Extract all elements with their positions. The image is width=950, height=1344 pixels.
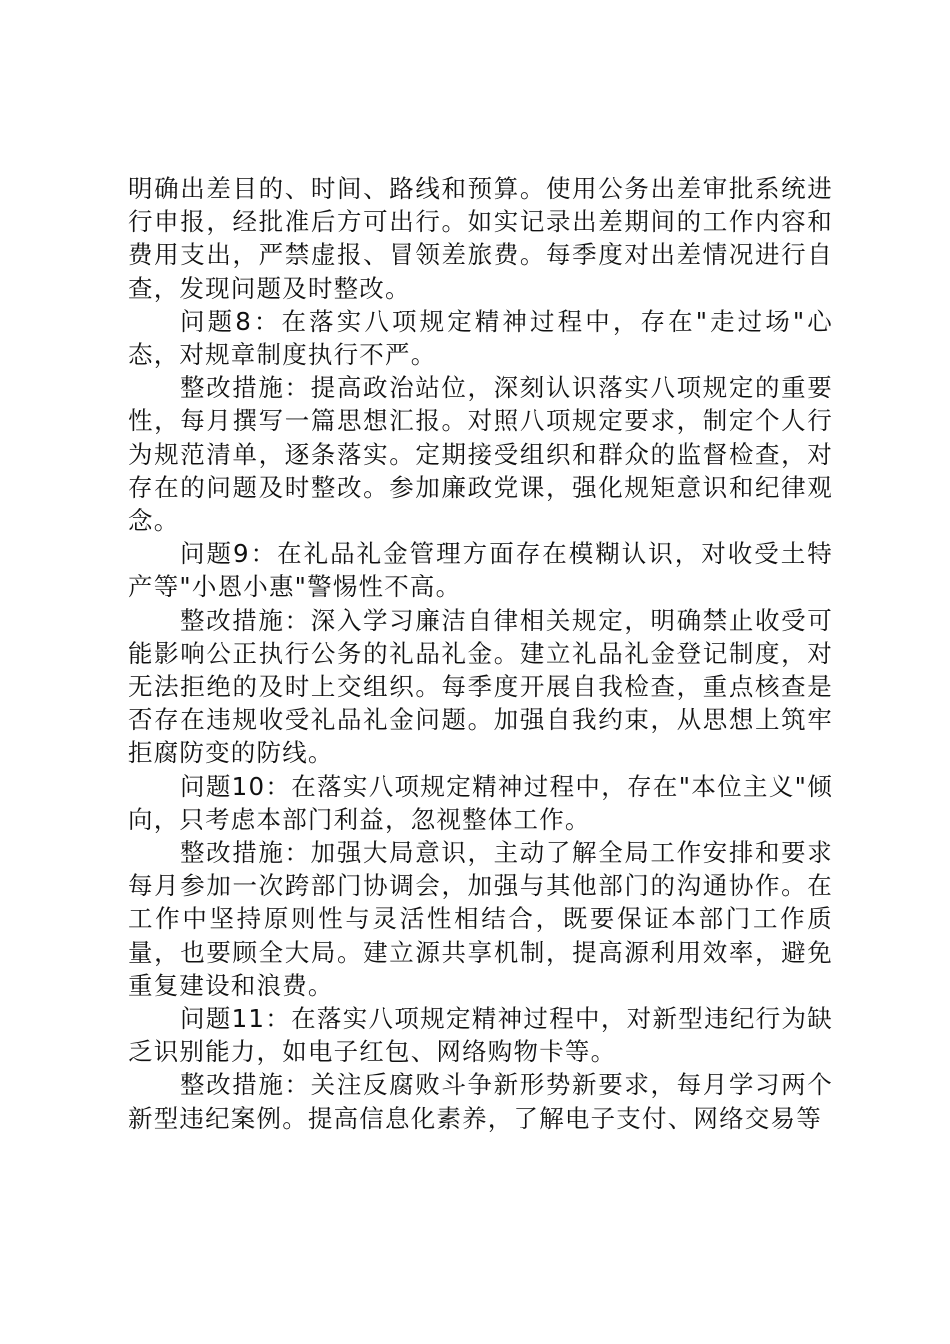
issue-9: [128, 537, 833, 603]
measure-9: [128, 604, 833, 770]
issue-label: 问题10：: [180, 771, 292, 801]
issue-label: 问题9：: [180, 539, 278, 569]
measure-8: [128, 371, 833, 537]
issue-text: 在落实八项规定精神过程中，存在"本位主义"倾向，只考虑本部门利益，忽视整体工作。: [128, 771, 833, 834]
issue-label: 问题8：: [180, 306, 282, 336]
paragraph-continued: [128, 172, 833, 305]
issue-label: 问题11：: [180, 1004, 292, 1034]
measure-text: 整改措施：加强大局意识，主动了解全局工作安排和要求每月参加一次跨部门协调会，加强与其他部门的沟通协作。在工作中坚持原则性与灵活性相结合，既要保证本部门工作质量，也要顾全大局。建立源共享机制，提高源利用效率，避免重复建设和浪费。: [128, 838, 833, 1000]
issue-text: 在礼品礼金管理方面存在模糊认识，对收受土特产等"小恩小惠"警惕性不高。: [128, 539, 833, 602]
issue-10: [128, 770, 833, 836]
measure-11: [128, 1068, 833, 1134]
issue-text: 在落实八项规定精神过程中，存在"走过场"心态，对规章制度执行不严。: [128, 306, 833, 370]
measure-text: 整改措施：提高政治站位，深刻认识落实八项规定的重要性，每月撰写一篇思想汇报。对照八项规定要求，制定个人行为规范清单，逐条落实。定期接受组织和群众的监督检查，对存在的问题及时整改。参加廉政党课，强化规矩意识和纪律观念。: [128, 373, 833, 536]
document-body: [128, 172, 833, 1135]
measure-text: 整改措施：深入学习廉洁自律相关规定，明确禁止收受可能影响公正执行公务的礼品礼金。建立礼品礼金登记制度，对无法拒绝的及时上交组织。每季度开展自我检查，重点核查是否存在违规收受礼品礼金问题。加强自我约束，从思想上筑牢拒腐防变的防线。: [128, 605, 833, 768]
issue-8: [128, 305, 833, 371]
paragraph-text: 明确出差目的、时间、路线和预算。使用公务出差审批系统进行申报，经批准后方可出行。如实记录出差期间的工作内容和费用支出，严禁虚报、冒领差旅费。每季度对出差情况进行自查，发现问题及时整改。: [128, 174, 833, 303]
issue-text: 在落实八项规定精神过程中，对新型违纪行为缺乏识别能力，如电子红包、网络购物卡等。: [128, 1004, 833, 1067]
measure-10: [128, 836, 833, 1002]
issue-11: [128, 1002, 833, 1068]
measure-text: 整改措施：关注反腐败斗争新形势新要求，每月学习两个新型违纪案例。提高信息化素养，了解电子支付、网络交易等: [128, 1070, 833, 1133]
